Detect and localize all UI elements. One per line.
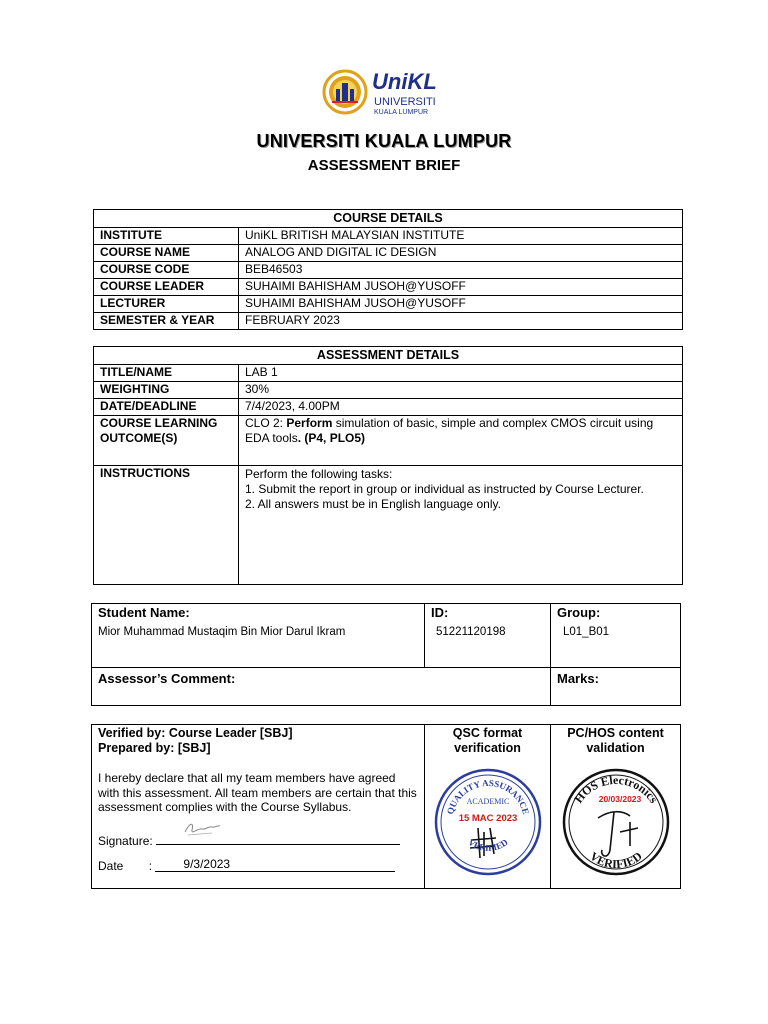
assessment-details-table: [93, 346, 683, 585]
clo-level: . (P4, PLO5): [297, 431, 366, 445]
title-label: TITLE/NAME: [94, 365, 239, 382]
qsc-heading-1: QSC format: [452, 726, 523, 740]
row-label: COURSE NAME: [94, 245, 239, 262]
row-value: FEBRUARY 2023: [239, 313, 683, 330]
group-cell: [551, 604, 681, 668]
row-label: LECTURER: [94, 296, 239, 313]
student-name-value: Mior Muhammad Mustaqim Bin Mior Darul Ikram: [98, 626, 346, 638]
row-value: UniKL BRITISH MALAYSIAN INSTITUTE: [239, 228, 683, 245]
hos-stamp-bottom: VERIFIED: [586, 848, 645, 872]
clo-label-line2: OUTCOME(S): [100, 431, 178, 445]
signature-label: Signature:: [98, 833, 153, 848]
weighting-value: 30%: [239, 382, 683, 399]
declaration-cell: [92, 725, 425, 889]
date-value: 9/3/2023: [183, 856, 231, 871]
course-details-table: [93, 209, 683, 330]
clo-value: [239, 416, 683, 466]
hos-stamp-icon: [560, 766, 672, 878]
date-line: [155, 856, 395, 872]
title-value: LAB 1: [239, 365, 683, 382]
row-value: ANALOG AND DIGITAL IC DESIGN: [239, 245, 683, 262]
instruction-line: 1. Submit the report in group or individual as instructed by Course Lecturer.: [245, 482, 644, 496]
qsc-stamp-mid: ACADEMIC: [466, 797, 509, 806]
qsc-cell: [425, 725, 551, 889]
row-label: COURSE LEADER: [94, 279, 239, 296]
marks-cell: [551, 668, 681, 706]
qsc-stamp-bottom: VERIFIED: [465, 837, 510, 853]
student-id-cell: [425, 604, 551, 668]
hos-stamp-top: HOS Electronics: [570, 772, 661, 806]
row-label: INSTITUTE: [94, 228, 239, 245]
row-value: BEB46503: [239, 262, 683, 279]
student-id-label: ID:: [431, 605, 449, 620]
clo-verb: Perform: [286, 416, 333, 430]
student-table: [91, 603, 681, 706]
instructions-label: INSTRUCTIONS: [94, 466, 239, 585]
instruction-line: Perform the following tasks:: [245, 467, 393, 481]
clo-label-line1: COURSE LEARNING: [100, 416, 218, 430]
date-row: [98, 857, 418, 874]
university-title: UNIVERSITI KUALA LUMPUR: [256, 131, 512, 151]
student-id-value: 51221120198: [436, 626, 506, 638]
row-value: SUHAIMI BAHISHAM JUSOH@YUSOFF: [239, 296, 683, 313]
assessor-comment-cell: [92, 668, 551, 706]
row-value: SUHAIMI BAHISHAM JUSOH@YUSOFF: [239, 279, 683, 296]
signature-icon: [182, 820, 222, 838]
declaration-text: I hereby declare that all my team members have agreed with this assessment. All team members are certain that this assessment complies with the Course Syllabus.: [98, 771, 417, 814]
assessor-comment-label: Assessor’s Comment:: [98, 671, 236, 686]
row-label: COURSE CODE: [94, 262, 239, 279]
course-details-heading: COURSE DETAILS: [94, 210, 683, 228]
deadline-label: DATE/DEADLINE: [94, 399, 239, 416]
clo-label: [94, 416, 239, 466]
clo-text: simulation of basic, simple and complex CMOS circuit using EDA tools: [245, 416, 654, 445]
logo-line1: UNIVERSITI: [374, 96, 436, 108]
pchos-heading-1: PC/HOS content: [567, 726, 664, 740]
date-colon: :: [148, 858, 153, 873]
unikl-logo: [322, 63, 452, 121]
date-label: Date: [98, 858, 124, 873]
student-name-label: Student Name:: [98, 605, 190, 620]
verified-by: Verified by: Course Leader [SBJ]: [98, 726, 293, 740]
clo-prefix: CLO 2:: [245, 416, 284, 430]
row-label: SEMESTER & YEAR: [94, 313, 239, 330]
instruction-line: 2. All answers must be in English language only.: [245, 497, 501, 511]
pchos-cell: [551, 725, 681, 889]
svg-text:VERIFIED: [587, 849, 645, 871]
group-value: L01_B01: [563, 626, 610, 638]
qsc-stamp-icon: [432, 766, 544, 878]
verification-table: [91, 724, 681, 889]
qsc-heading-2: verification: [454, 741, 521, 755]
weighting-label: WEIGHTING: [94, 382, 239, 399]
prepared-by: Prepared by: [SBJ]: [98, 741, 211, 755]
logo-emblem-icon: [322, 63, 452, 121]
logo-line2: KUALA LUMPUR: [374, 109, 429, 116]
assessment-details-heading: ASSESSMENT DETAILS: [94, 347, 683, 365]
group-label: Group:: [557, 605, 601, 620]
qsc-stamp-date: 15 MAC 2023: [458, 813, 517, 824]
pchos-heading-2: validation: [586, 741, 645, 755]
document-title: ASSESSMENT BRIEF: [307, 157, 461, 174]
signature-row: [98, 832, 418, 849]
logo-wordmark: UniKL: [372, 69, 437, 94]
instructions-value: [239, 466, 683, 585]
hos-stamp-date: 20/03/2023: [598, 794, 641, 804]
deadline-value: 7/4/2023, 4.00PM: [239, 399, 683, 416]
qsc-stamp-top: QUALITY ASSURANCE: [444, 777, 531, 816]
student-name-cell: [92, 604, 425, 668]
marks-label: Marks:: [557, 671, 599, 686]
